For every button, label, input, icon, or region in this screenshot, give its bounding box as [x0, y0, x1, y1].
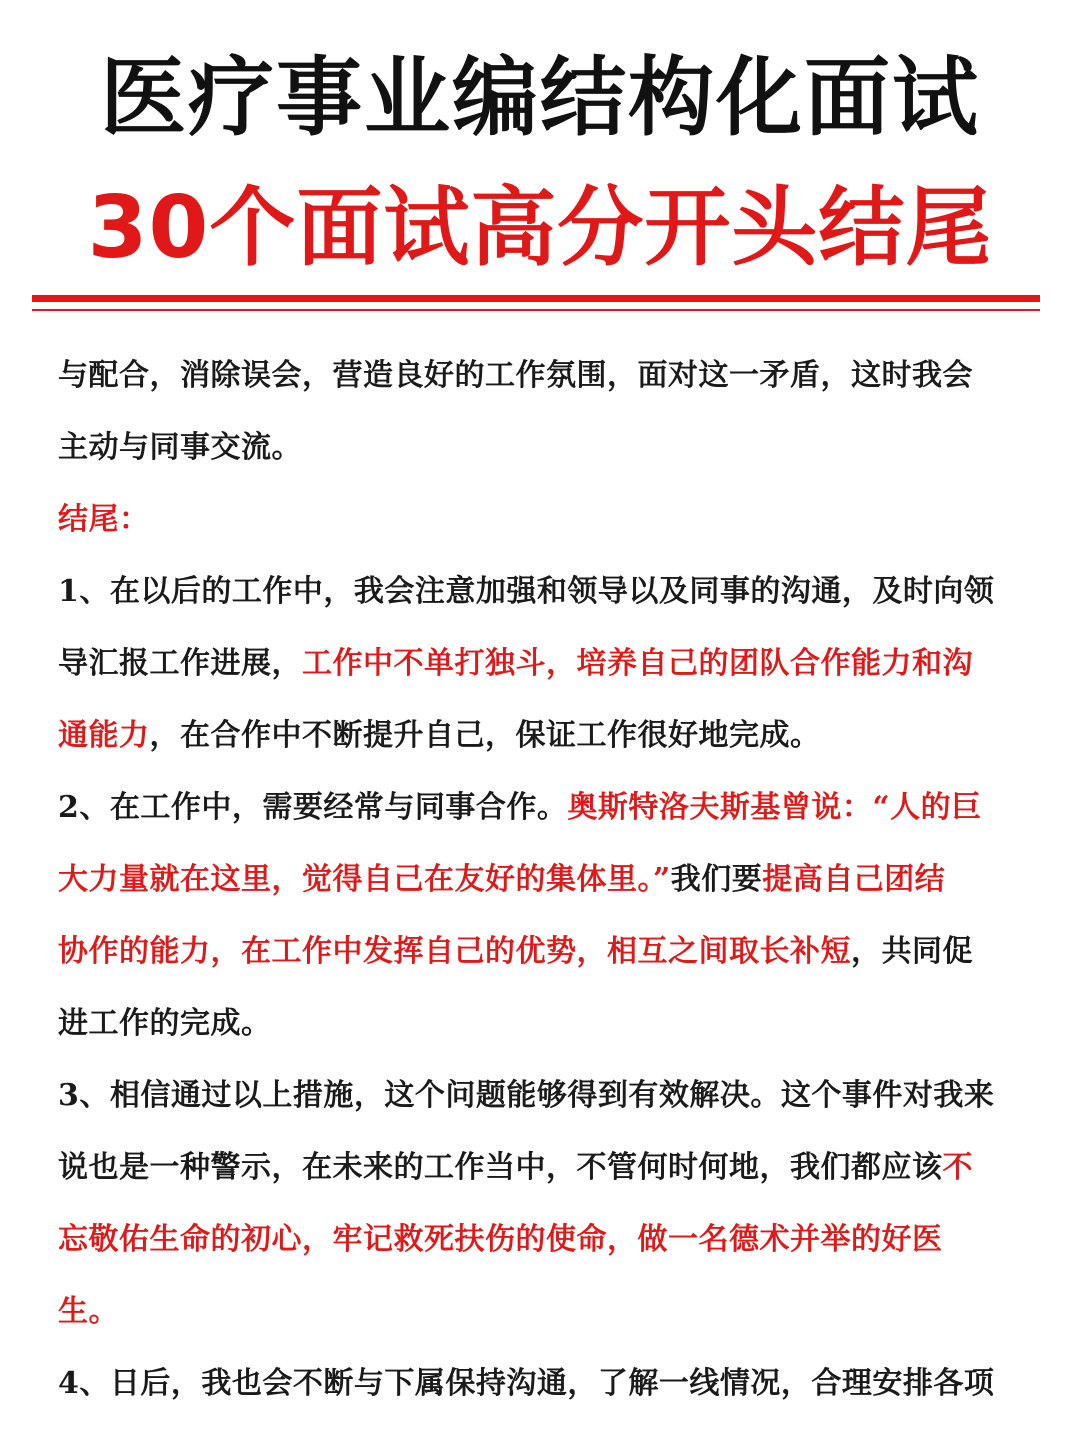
- page-title: 医疗事业编结构化面试: [100, 48, 980, 148]
- highlight-text: 协作的能力，在工作中发挥自己的优势，相互之间取长补短: [58, 934, 851, 969]
- highlight-text: 忘敬佑生命的初心，牢记救死扶伤的使命，做一名德术并举的好医: [58, 1222, 943, 1257]
- body-text-segment: 导汇报工作进展，: [58, 646, 302, 681]
- text-line: [58, 1348, 1028, 1420]
- body-text: [58, 340, 1028, 1420]
- highlight-text: 通能力: [58, 718, 150, 753]
- text-line: [58, 484, 1028, 556]
- body-text-segment: 主动与同事交流。: [58, 430, 302, 465]
- text-line: [58, 844, 1028, 916]
- body-text-segment: 2、在工作中，需要经常与同事合作。: [58, 790, 568, 825]
- body-text-segment: ，共同促: [851, 934, 973, 969]
- text-line: [58, 988, 1028, 1060]
- text-line: [58, 916, 1028, 988]
- highlight-text: 提高自己团结: [762, 862, 946, 897]
- body-text-segment: 说也是一种警示，在未来的工作当中，不管何时何地，我们都应该: [58, 1150, 943, 1185]
- highlight-text: 不: [942, 1150, 973, 1185]
- text-line: [58, 556, 1028, 628]
- text-line: [58, 628, 1028, 700]
- highlight-text: 结尾：: [58, 502, 150, 537]
- highlight-text: 工作中不单打独斗，培养自己的团队合作能力和沟: [302, 646, 973, 681]
- body-text-segment: 4、日后，我也会不断与下属保持沟通，了解一线情况，合理安排各项: [58, 1366, 995, 1401]
- body-text-segment: 3、相信通过以上措施，这个问题能够得到有效解决。这个事件对我来: [58, 1078, 995, 1113]
- body-text-segment: 1、在以后的工作中，我会注意加强和领导以及同事的沟通，及时向领: [58, 574, 995, 609]
- text-line: [58, 1060, 1028, 1132]
- highlight-text: 生。: [58, 1294, 119, 1329]
- text-line: [58, 1132, 1028, 1204]
- text-line: [58, 412, 1028, 484]
- highlight-text: 大力量就在这里，觉得自己在友好的集体里。”: [58, 862, 671, 897]
- body-text-segment: 与配合，消除误会，营造良好的工作氛围，面对这一矛盾，这时我会: [58, 358, 973, 393]
- page-subtitle: 30个面试高分开头结尾: [87, 178, 993, 278]
- body-text-segment: ，在合作中不断提升自己，保证工作很好地完成。: [149, 718, 821, 753]
- text-line: [58, 700, 1028, 772]
- divider-thick: [32, 295, 1040, 302]
- text-line: [58, 1276, 1028, 1348]
- divider-thin: [32, 309, 1040, 311]
- body-text-segment: 我们要: [670, 862, 763, 897]
- highlight-text: 奥斯特洛夫斯基曾说：“人的巨: [567, 790, 982, 825]
- text-line: [58, 340, 1028, 412]
- text-line: [58, 1204, 1028, 1276]
- body-text-segment: 进工作的完成。: [58, 1006, 272, 1041]
- text-line: [58, 772, 1028, 844]
